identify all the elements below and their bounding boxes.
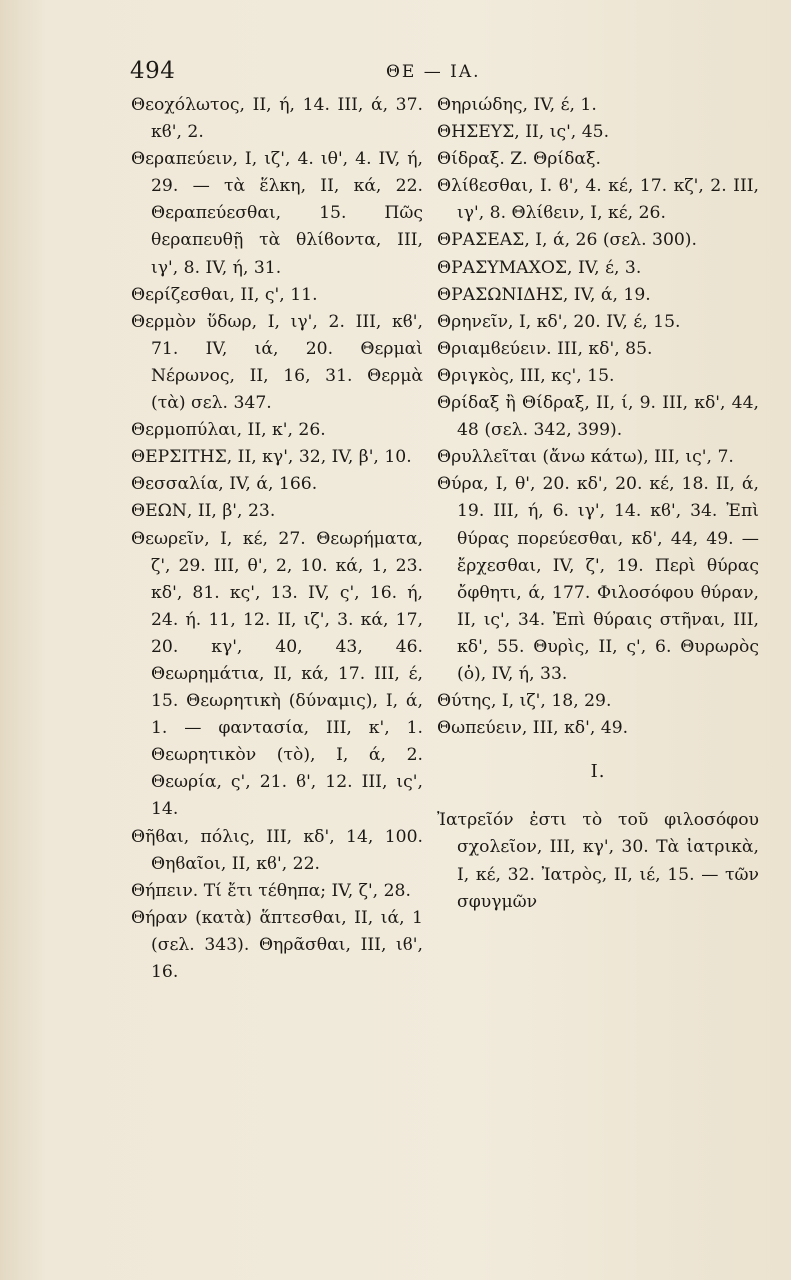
index-entry: Θρυλλεῖται (ἄνω κάτω), III, ις', 7. bbox=[437, 447, 734, 468]
index-entry: Θρηνεῖν, I, κδ', 20. IV, έ, 15. bbox=[437, 311, 681, 332]
right-column bbox=[437, 92, 759, 916]
running-head: ΘΕ — ΙΑ. bbox=[386, 62, 481, 82]
index-entry: ΘΕΩΝ, II, β', 23. bbox=[131, 501, 276, 522]
left-column bbox=[131, 92, 423, 986]
index-entry: Θῆϐαι, πόλις, III, κδ', 14, 100. Θηϐαῖοι, II, κϐ', 22. bbox=[131, 826, 423, 874]
index-entry: Θεσσαλία, IV, ά, 166. bbox=[131, 474, 318, 495]
index-entry: ΘΕΡΣΙΤΗΣ, II, κγ', 32, IV, β', 10. bbox=[131, 447, 412, 468]
index-entry: Θύτης, I, ιζ', 18, 29. bbox=[437, 691, 612, 712]
index-entry: Θερμοπύλαι, II, κ', 26. bbox=[131, 420, 326, 441]
page-number: 494 bbox=[130, 58, 176, 84]
index-entry: Θλίϐεσθαι, I. ϐ', 4. κέ, 17. κζ', 2. III, ιγ', 8. Θλίϐειν, I, κέ, 26. bbox=[437, 176, 759, 224]
index-entry: ΘΡΑΣΥΜΑΧΟΣ, IV, έ, 3. bbox=[437, 257, 642, 278]
index-entry: Θερίζεσθαι, II, ς', 11. bbox=[131, 284, 318, 305]
index-entry: Θηριώδης, IV, έ, 1. bbox=[437, 95, 597, 115]
index-entry: Θεωρεῖν, I, κέ, 27. Θεωρήματα, ζ', 29. III, θ', 2, 10. κά, 1, 23. κδ', 81. κς', 13. IV, ς', 16. ή, 24. ή. 11, 12. II, ιζ', 3. κά, 17, 20. κγ', 40, 43, 46. Θεωρημάτια, II, κά, 17. III, έ, 15. Θεωρητικὴ (δύναμις), I, ά, 1. — φαντασία, III, κ', 1. Θεωρητικὸν (τὸ), I, ά, 2. Θεωρία, ς', 21. ϐ', 12. III, ις', 14. bbox=[131, 528, 423, 820]
index-entry: ΘΗΣΕΥΣ, II, ις', 45. bbox=[437, 122, 610, 143]
index-entry: Θριαμϐεύειν. III, κδ', 85. bbox=[437, 338, 653, 359]
index-entry: ΘΡΑΣΩΝΙΔΗΣ, IV, ά, 19. bbox=[437, 284, 651, 305]
index-entry: Θύρα, I, θ', 20. κδ', 20. κέ, 18. II, ά, 19. III, ή, 6. ιγ', 14. κϐ', 34. Ἐπὶ θύρας πορεύεσθαι, κδ', 44, 49. — ἔρχεσθαι, IV, ζ', 19. Περὶ θύρας ὄφθητι, ά, 177. Φιλοσόφου θύραν, II, ις', 34. Ἐπὶ θύραις στῆναι, III, κδ', 55. Θυρὶς, II, ς', 6. Θυρωρὸς (ὁ), IV, ή, 33. bbox=[437, 474, 759, 684]
index-entry: Θήραν (κατὰ) ἅπτεσθαι, II, ιά, 1 (σελ. 343). Θηρᾶσθαι, III, ιϐ', 16. bbox=[131, 907, 423, 982]
index-entry: Θεοχόλωτος, II, ή, 14. III, ά, 37. κϐ', 2. bbox=[131, 95, 423, 143]
page-header bbox=[128, 58, 748, 88]
index-entry: Θερμὸν ὕδωρ, I, ιγ', 2. III, κϐ', 71. IV, ιά, 20. Θερμαὶ Νέρωνος, II, 16, 31. Θερμὰ (τὰ) σελ. 347. bbox=[131, 311, 423, 414]
index-entry: Θριγκὸς, III, κς', 15. bbox=[437, 365, 615, 386]
index-entry: Θρίδαξ ἢ Θίδραξ, II, ί, 9. III, κδ', 44, 48 (σελ. 342, 399). bbox=[437, 393, 759, 441]
index-entry: Θίδραξ. Ζ. Θρίδαξ. bbox=[437, 149, 601, 170]
index-entry: Θεραπεύειν, I, ιζ', 4. ιθ', 4. IV, ή, 29. — τὰ ἕλκη, II, κά, 22. Θεραπεύεσθαι, 15. Πῶς θεραπευθῇ τὰ θλίϐοντα, III, ιγ', 8. IV, ή, 31. bbox=[131, 149, 423, 278]
index-entry: Θήπειν. Τί ἔτι τέθηπα; IV, ζ', 28. bbox=[131, 880, 411, 901]
index-entry: Θωπεύειν, III, κδ', 49. bbox=[437, 718, 629, 739]
index-entry: Ἰατρεῖόν ἐστι τὸ τοῦ φιλοσόφου σχολεῖον, III, κγ', 30. Τὰ ἰατρικὰ, I, κέ, 32. Ἰατρὸς, II, ιέ, 15. — τῶν σφυγμῶν bbox=[437, 810, 759, 912]
section-heading: I. bbox=[590, 761, 606, 783]
index-entry: ΘΡΑΣΕΑΣ, I, ά, 26 (σελ. 300). bbox=[437, 230, 697, 251]
